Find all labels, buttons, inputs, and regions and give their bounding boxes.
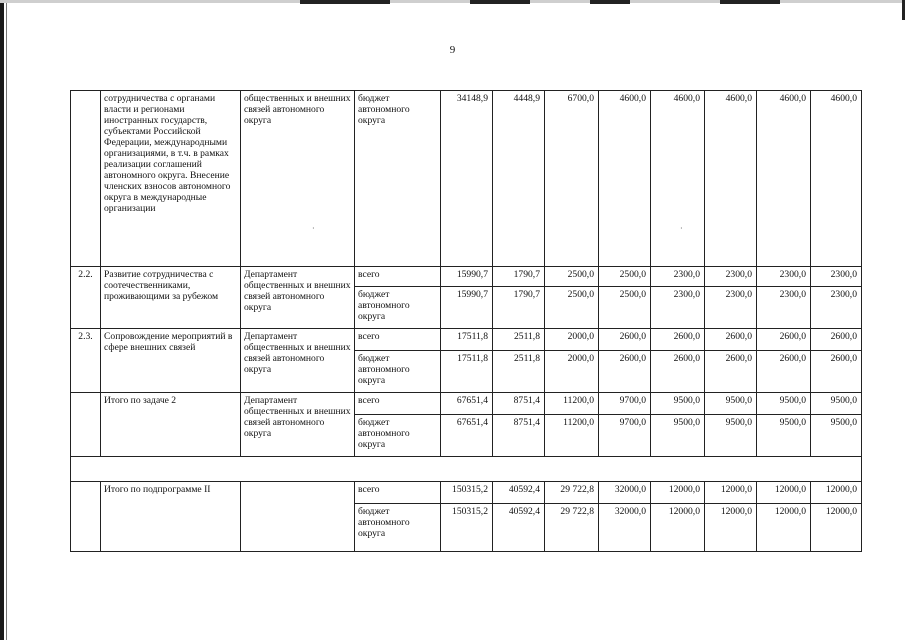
amount-cell: 11200,0 bbox=[545, 415, 599, 457]
amount-cell: 2300,0 bbox=[651, 267, 705, 287]
amount-cell: 2300,0 bbox=[757, 267, 811, 287]
amount-cell: 2300,0 bbox=[651, 287, 705, 329]
amount-cell: 2600,0 bbox=[811, 351, 862, 393]
amount-cell: 12000,0 bbox=[811, 482, 862, 504]
table-row bbox=[71, 482, 862, 504]
amount-cell: 9500,0 bbox=[705, 415, 757, 457]
amount-cell: 150315,2 bbox=[441, 504, 493, 552]
amount-cell: 4448,9 bbox=[493, 91, 545, 267]
amount-cell: 1790,7 bbox=[493, 287, 545, 329]
scan-top-mark bbox=[300, 0, 390, 4]
scan-speck: · bbox=[680, 224, 683, 233]
amount-cell: 9500,0 bbox=[811, 415, 862, 457]
amount-cell: 34148,9 bbox=[441, 91, 493, 267]
funding-source-cell: всего bbox=[355, 267, 441, 287]
amount-cell: 2500,0 bbox=[545, 287, 599, 329]
executor-cell: общественных и внешних связей автономного округа bbox=[241, 91, 355, 267]
item-number-cell bbox=[71, 91, 101, 267]
page-number: 9 bbox=[449, 44, 456, 56]
executor-cell bbox=[241, 482, 355, 552]
amount-cell: 2300,0 bbox=[811, 267, 862, 287]
amount-cell: 32000,0 bbox=[599, 504, 651, 552]
amount-cell: 29 722,8 bbox=[545, 482, 599, 504]
amount-cell: 67651,4 bbox=[441, 415, 493, 457]
amount-cell: 9500,0 bbox=[757, 393, 811, 415]
item-name-cell: Развитие сотрудничества с соотечественниками, проживающими за рубежом bbox=[101, 267, 241, 329]
funding-source-cell: бюджет автономного округа bbox=[355, 91, 441, 267]
amount-cell: 4600,0 bbox=[599, 91, 651, 267]
amount-cell: 2500,0 bbox=[545, 267, 599, 287]
amount-cell: 2600,0 bbox=[651, 329, 705, 351]
amount-cell: 17511,8 bbox=[441, 351, 493, 393]
amount-cell: 4600,0 bbox=[651, 91, 705, 267]
amount-cell: 9500,0 bbox=[705, 393, 757, 415]
item-name-cell: Итого по задаче 2 bbox=[101, 393, 241, 457]
amount-cell: 2600,0 bbox=[757, 329, 811, 351]
amount-cell: 15990,7 bbox=[441, 287, 493, 329]
scan-top-mark bbox=[470, 0, 530, 4]
executor-cell: Департамент общественных и внешних связей автономного округа bbox=[241, 329, 355, 393]
amount-cell: 2000,0 bbox=[545, 351, 599, 393]
funding-source-cell: бюджет автономного округа bbox=[355, 351, 441, 393]
scan-top-mark bbox=[590, 0, 630, 4]
amount-cell: 8751,4 bbox=[493, 393, 545, 415]
amount-cell: 2600,0 bbox=[705, 351, 757, 393]
amount-cell: 2500,0 bbox=[599, 287, 651, 329]
amount-cell: 2600,0 bbox=[705, 329, 757, 351]
amount-cell: 9500,0 bbox=[651, 393, 705, 415]
empty-cell bbox=[71, 457, 862, 482]
amount-cell: 2300,0 bbox=[811, 287, 862, 329]
amount-cell: 32000,0 bbox=[599, 482, 651, 504]
scan-top-mark bbox=[720, 0, 780, 4]
item-name-cell: сотрудничества с органами власти и регионами иностранных государств, субъектами Российской Федерации, международными организациями, в т.ч. в рамках реализации соглашений автономного округа. Внесение членских взносов автономного округа в международные организации bbox=[101, 91, 241, 267]
amount-cell: 17511,8 bbox=[441, 329, 493, 351]
funding-source-cell: бюджет автономного округа bbox=[355, 287, 441, 329]
amount-cell: 12000,0 bbox=[651, 504, 705, 552]
funding-source-cell: всего bbox=[355, 329, 441, 351]
table-row bbox=[71, 267, 862, 287]
scan-left-edge-line bbox=[6, 0, 7, 640]
amount-cell: 2511,8 bbox=[493, 329, 545, 351]
amount-cell: 9500,0 bbox=[651, 415, 705, 457]
amount-cell: 12000,0 bbox=[757, 504, 811, 552]
amount-cell: 8751,4 bbox=[493, 415, 545, 457]
amount-cell: 2300,0 bbox=[705, 267, 757, 287]
amount-cell: 11200,0 bbox=[545, 393, 599, 415]
amount-cell: 2600,0 bbox=[811, 329, 862, 351]
item-name-cell: Сопровождение мероприятий в сфере внешних связей bbox=[101, 329, 241, 393]
item-number-cell bbox=[71, 393, 101, 457]
item-number-cell: 2.3. bbox=[71, 329, 101, 393]
table-row bbox=[71, 91, 862, 267]
funding-source-cell: всего bbox=[355, 393, 441, 415]
amount-cell: 2000,0 bbox=[545, 329, 599, 351]
table-row bbox=[71, 329, 862, 351]
amount-cell: 67651,4 bbox=[441, 393, 493, 415]
amount-cell: 6700,0 bbox=[545, 91, 599, 267]
amount-cell: 29 722,8 bbox=[545, 504, 599, 552]
amount-cell: 12000,0 bbox=[757, 482, 811, 504]
table-row bbox=[71, 393, 862, 415]
amount-cell: 12000,0 bbox=[705, 504, 757, 552]
scan-left-edge bbox=[0, 0, 4, 640]
amount-cell: 9500,0 bbox=[757, 415, 811, 457]
amount-cell: 2600,0 bbox=[651, 351, 705, 393]
table-body bbox=[71, 91, 862, 552]
amount-cell: 9700,0 bbox=[599, 393, 651, 415]
amount-cell: 12000,0 bbox=[705, 482, 757, 504]
amount-cell: 40592,4 bbox=[493, 482, 545, 504]
separator-row bbox=[71, 457, 862, 482]
amount-cell: 2300,0 bbox=[757, 287, 811, 329]
executor-cell: Департамент общественных и внешних связей автономного округа bbox=[241, 393, 355, 457]
amount-cell: 12000,0 bbox=[651, 482, 705, 504]
funding-source-cell: всего bbox=[355, 482, 441, 504]
amount-cell: 9500,0 bbox=[811, 393, 862, 415]
amount-cell: 4600,0 bbox=[757, 91, 811, 267]
scan-speck: · bbox=[312, 224, 315, 233]
amount-cell: 9700,0 bbox=[599, 415, 651, 457]
amount-cell: 1790,7 bbox=[493, 267, 545, 287]
funding-source-cell: бюджет автономного округа bbox=[355, 504, 441, 552]
amount-cell: 2300,0 bbox=[705, 287, 757, 329]
amount-cell: 2600,0 bbox=[599, 351, 651, 393]
amount-cell: 150315,2 bbox=[441, 482, 493, 504]
executor-cell: Департамент общественных и внешних связей автономного округа bbox=[241, 267, 355, 329]
budget-table bbox=[70, 90, 862, 552]
amount-cell: 2600,0 bbox=[757, 351, 811, 393]
amount-cell: 40592,4 bbox=[493, 504, 545, 552]
item-number-cell: 2.2. bbox=[71, 267, 101, 329]
amount-cell: 2600,0 bbox=[599, 329, 651, 351]
item-name-cell: Итого по подпрограмме II bbox=[101, 482, 241, 552]
amount-cell: 12000,0 bbox=[811, 504, 862, 552]
amount-cell: 15990,7 bbox=[441, 267, 493, 287]
amount-cell: 2500,0 bbox=[599, 267, 651, 287]
amount-cell: 2511,8 bbox=[493, 351, 545, 393]
funding-source-cell: бюджет автономного округа bbox=[355, 415, 441, 457]
amount-cell: 4600,0 bbox=[705, 91, 757, 267]
item-number-cell bbox=[71, 482, 101, 552]
amount-cell: 4600,0 bbox=[811, 91, 862, 267]
